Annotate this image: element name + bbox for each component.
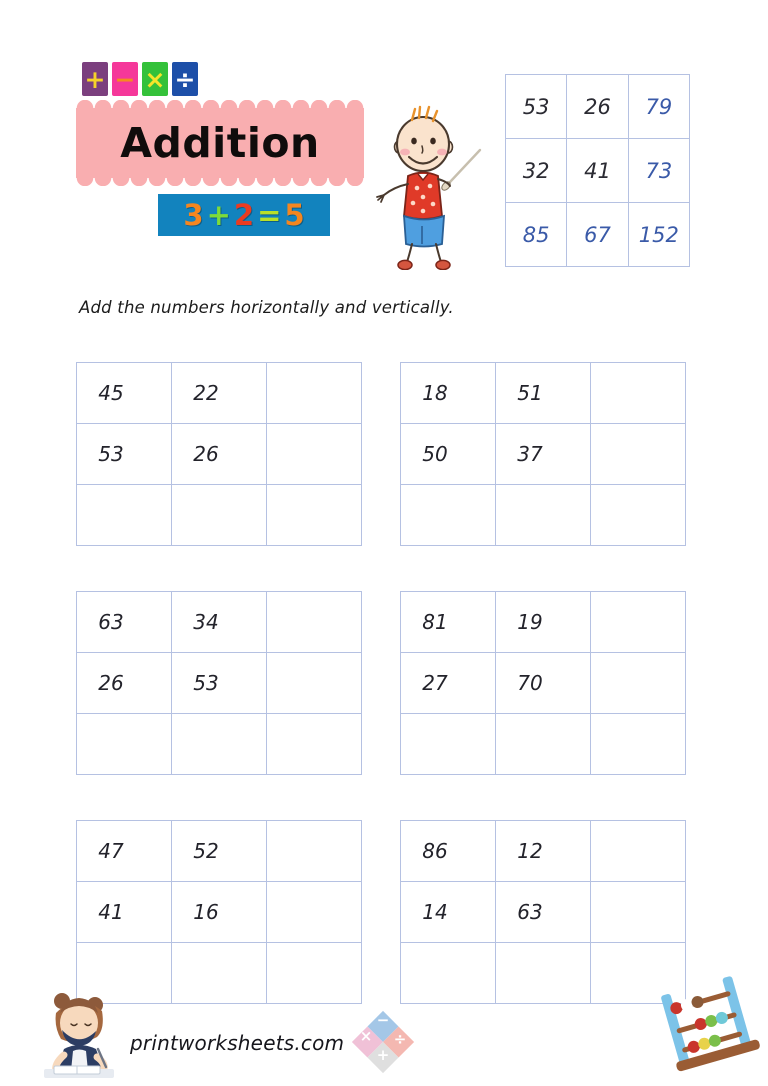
exercise-cell-given: 45	[77, 363, 172, 424]
exercise-row	[77, 714, 362, 775]
exercise-grid-1[interactable]	[76, 362, 362, 546]
exercise-cell-given: 18	[401, 363, 496, 424]
example-table-body	[506, 75, 690, 267]
exercise-cell-blank[interactable]	[77, 714, 172, 775]
exercise-cell-given: 47	[77, 821, 172, 882]
exercise-cell-given: 70	[496, 653, 591, 714]
exercise-row	[77, 485, 362, 546]
exercise-cell-blank[interactable]	[591, 821, 686, 882]
exercise-cell-given: 81	[401, 592, 496, 653]
exercise-cell-blank[interactable]	[591, 424, 686, 485]
exercise-row	[77, 882, 362, 943]
example-cell-answer: 152	[628, 203, 689, 267]
example-table-row	[506, 203, 690, 267]
exercise-cell-given: 34	[172, 592, 267, 653]
exercise-cell-blank[interactable]	[267, 424, 362, 485]
example-cell-answer: 85	[506, 203, 567, 267]
example-table-row	[506, 75, 690, 139]
exercise-cell-blank[interactable]	[172, 943, 267, 1004]
exercise-cell-blank[interactable]	[267, 821, 362, 882]
exercise-grid-3[interactable]	[76, 591, 362, 775]
exercise-row-1	[0, 362, 768, 591]
exercise-grid-6[interactable]	[400, 820, 686, 1004]
exercise-cell-blank[interactable]	[267, 592, 362, 653]
exercise-row	[401, 653, 686, 714]
exercise-cell-blank[interactable]	[496, 714, 591, 775]
exercise-row	[401, 821, 686, 882]
equation-char-0: 3	[183, 197, 204, 232]
exercise-row	[401, 424, 686, 485]
exercise-cell-blank[interactable]	[401, 485, 496, 546]
page-title: Addition	[120, 119, 320, 167]
example-cell-answer: 79	[628, 75, 689, 139]
exercise-cell-given: 41	[77, 882, 172, 943]
exercise-cell-blank[interactable]	[77, 485, 172, 546]
exercise-cell-blank[interactable]	[591, 485, 686, 546]
exercise-cell-given: 16	[172, 882, 267, 943]
exercise-cell-blank[interactable]	[267, 363, 362, 424]
minus-tile-icon: −	[112, 62, 138, 96]
boy-with-pointer-illustration	[372, 100, 482, 270]
title-banner	[76, 108, 364, 178]
svg-text:+: +	[376, 1046, 390, 1064]
abacus-illustration	[652, 968, 764, 1080]
equation-char-2: 2	[233, 197, 255, 232]
exercise-cell-blank[interactable]	[267, 882, 362, 943]
exercise-cell-blank[interactable]	[496, 943, 591, 1004]
svg-text:÷: ÷	[393, 1030, 407, 1048]
exercise-cell-given: 19	[496, 592, 591, 653]
exercise-cell-given: 53	[172, 653, 267, 714]
operator-tiles-group	[82, 62, 198, 96]
example-cell-answer: 67	[567, 203, 628, 267]
exercise-cell-given: 37	[496, 424, 591, 485]
equation-char-4: 5	[284, 197, 305, 232]
operator-diamond-icon	[340, 1004, 426, 1080]
exercise-cell-given: 51	[496, 363, 591, 424]
exercise-row	[401, 714, 686, 775]
exercise-cell-blank[interactable]	[172, 485, 267, 546]
exercise-cell-given: 53	[77, 424, 172, 485]
exercise-cell-blank[interactable]	[591, 363, 686, 424]
exercise-cell-blank[interactable]	[591, 653, 686, 714]
exercise-cell-blank[interactable]	[591, 592, 686, 653]
exercise-cell-blank[interactable]	[401, 714, 496, 775]
exercise-cell-given: 14	[401, 882, 496, 943]
equation-char-3: =	[257, 197, 282, 232]
worksheet-header	[0, 0, 768, 290]
exercise-cell-blank[interactable]	[401, 943, 496, 1004]
exercise-cell-given: 26	[77, 653, 172, 714]
exercise-cell-given: 86	[401, 821, 496, 882]
exercise-row	[77, 424, 362, 485]
exercise-row	[77, 363, 362, 424]
example-cell-answer: 73	[628, 139, 689, 203]
exercise-row	[401, 882, 686, 943]
example-table-row	[506, 139, 690, 203]
equation-banner	[158, 194, 330, 236]
times-tile-icon: ×	[142, 62, 168, 96]
exercise-row-2	[0, 591, 768, 820]
exercise-cell-blank[interactable]	[267, 485, 362, 546]
exercise-row	[77, 592, 362, 653]
instruction-text: Add the numbers horizontally and vertically.	[79, 298, 454, 317]
plus-tile-icon: +	[82, 62, 108, 96]
exercise-row	[401, 943, 686, 1004]
exercise-cell-blank[interactable]	[496, 485, 591, 546]
exercise-cell-given: 27	[401, 653, 496, 714]
exercise-grids-area	[0, 362, 768, 1049]
exercise-row	[77, 653, 362, 714]
footer-url: printworksheets.com	[130, 1031, 345, 1055]
svg-text:×: ×	[359, 1027, 373, 1045]
exercise-cell-blank[interactable]	[591, 882, 686, 943]
exercise-cell-given: 26	[172, 424, 267, 485]
divide-tile-icon: ÷	[172, 62, 198, 96]
exercise-row	[401, 363, 686, 424]
exercise-cell-blank[interactable]	[591, 714, 686, 775]
worked-example-table	[505, 74, 690, 267]
exercise-row	[401, 592, 686, 653]
equation-char-1: +	[206, 197, 231, 232]
exercise-cell-blank[interactable]	[267, 714, 362, 775]
exercise-cell-given: 12	[496, 821, 591, 882]
example-cell-given: 41	[567, 139, 628, 203]
example-cell-given: 26	[567, 75, 628, 139]
exercise-grid-4[interactable]	[400, 591, 686, 775]
exercise-cell-blank[interactable]	[267, 653, 362, 714]
exercise-cell-given: 22	[172, 363, 267, 424]
exercise-grid-2[interactable]	[400, 362, 686, 546]
example-cell-given: 53	[506, 75, 567, 139]
exercise-grid-5[interactable]	[76, 820, 362, 1004]
girl-writing-illustration	[40, 983, 118, 1078]
exercise-row	[77, 943, 362, 1004]
exercise-cell-given: 52	[172, 821, 267, 882]
exercise-row	[401, 485, 686, 546]
example-cell-given: 32	[506, 139, 567, 203]
exercise-cell-given: 50	[401, 424, 496, 485]
exercise-cell-blank[interactable]	[267, 943, 362, 1004]
svg-text:−: −	[376, 1011, 390, 1029]
exercise-cell-given: 63	[77, 592, 172, 653]
exercise-row	[77, 821, 362, 882]
exercise-cell-blank[interactable]	[172, 714, 267, 775]
exercise-cell-given: 63	[496, 882, 591, 943]
